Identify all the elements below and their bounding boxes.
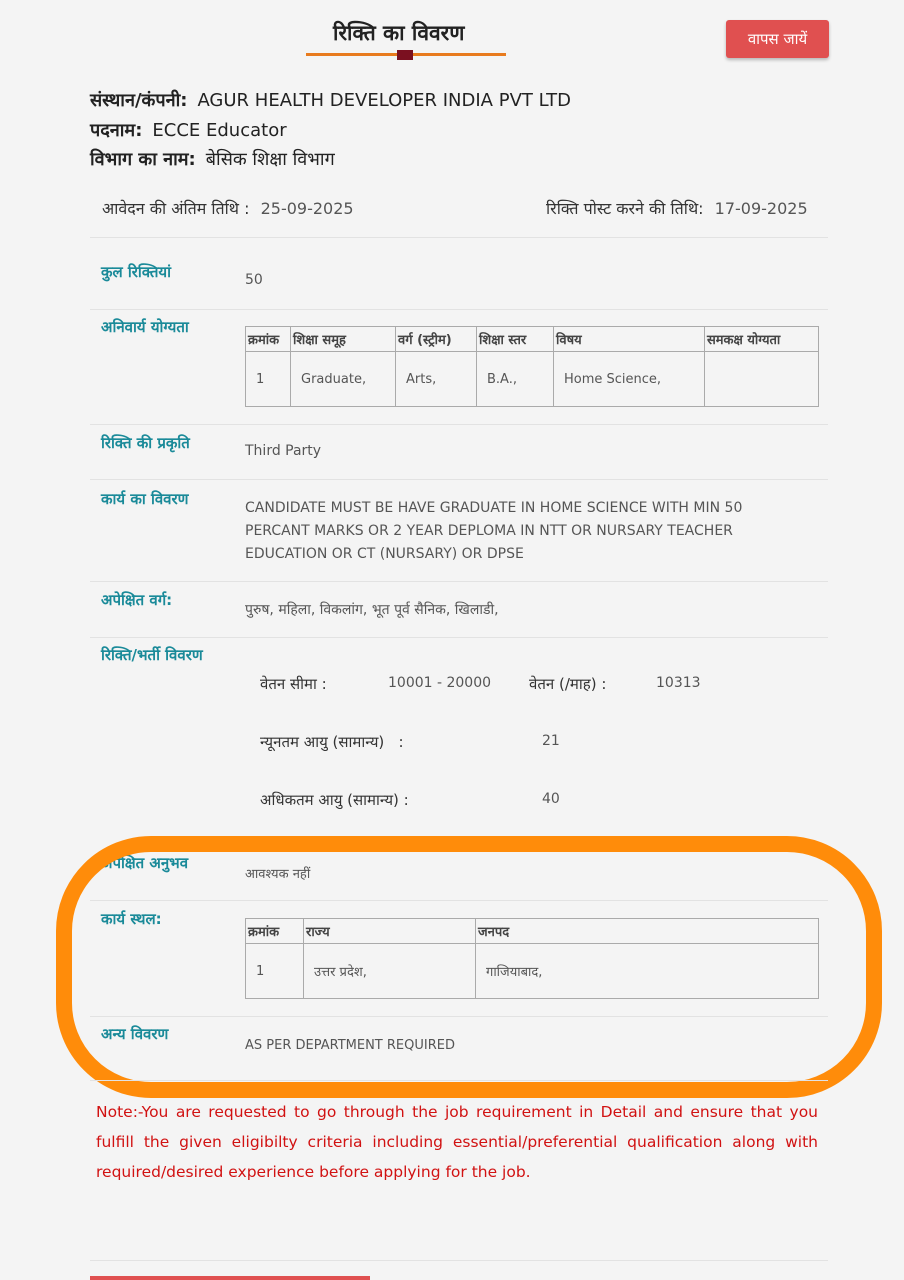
table-cell: गाजियाबाद, bbox=[476, 944, 819, 999]
work-description-label: कार्य का विवरण bbox=[101, 490, 189, 508]
table-header: क्रमांक bbox=[246, 327, 291, 352]
company-value: AGUR HEALTH DEVELOPER INDIA PVT LTD bbox=[197, 90, 572, 111]
divider bbox=[90, 1016, 828, 1017]
recruitment-label: रिक्ति/भर्ती विवरण bbox=[101, 646, 203, 664]
company-label: संस्थान/कंपनी: bbox=[90, 90, 188, 111]
table-cell: B.A., bbox=[477, 352, 554, 407]
divider bbox=[90, 424, 828, 425]
salary-range-value: 10001 - 20000 bbox=[388, 675, 492, 691]
divider bbox=[90, 1260, 828, 1261]
max-age-value: 40 bbox=[542, 791, 560, 807]
bottom-accent-bar bbox=[90, 1276, 370, 1280]
post-date-row bbox=[546, 197, 808, 219]
table-cell: 1 bbox=[246, 352, 291, 407]
table-header: शिक्षा समूह bbox=[291, 327, 396, 352]
title-ornament bbox=[397, 50, 413, 60]
table-header: क्रमांक bbox=[246, 919, 304, 944]
table-cell: Arts, bbox=[396, 352, 477, 407]
department-label: विभाग का नाम: bbox=[90, 149, 196, 170]
divider bbox=[90, 900, 828, 901]
table-row bbox=[246, 944, 819, 999]
last-date-row bbox=[102, 197, 354, 219]
work-description-value: CANDIDATE MUST BE HAVE GRADUATE IN HOME SCIENCE WITH MIN 50 PERCANT MARKS OR 2 YEAR DEPLOMA IN NTT OR NURSARY TEACHER EDUCATION OR CT (NURSARY) OR DPSE bbox=[245, 500, 743, 562]
min-age-value: 21 bbox=[542, 733, 560, 749]
qualification-table bbox=[245, 326, 819, 407]
company-row bbox=[90, 88, 571, 112]
table-header-row bbox=[246, 919, 819, 944]
table-header: विषय bbox=[554, 327, 705, 352]
back-button[interactable]: वापस जायें bbox=[726, 20, 829, 58]
divider bbox=[90, 309, 828, 310]
designation-row bbox=[90, 118, 287, 142]
designation-label: पदनाम: bbox=[90, 120, 143, 141]
experience-value: आवश्यक नहीं bbox=[245, 867, 311, 882]
other-details-label: अन्य विवरण bbox=[101, 1025, 169, 1043]
table-cell: उत्तर प्रदेश, bbox=[304, 944, 476, 999]
category-label: अपेक्षित वर्ग: bbox=[101, 591, 173, 609]
designation-value: ECCE Educator bbox=[152, 120, 287, 141]
qualification-label: अनिवार्य योग्यता bbox=[101, 318, 189, 336]
min-age-label: न्यूनतम आयु (सामान्य) : bbox=[260, 733, 404, 751]
table-cell: Graduate, bbox=[291, 352, 396, 407]
table-header: शिक्षा स्तर bbox=[477, 327, 554, 352]
total-vacancy-label: कुल रिक्तियां bbox=[101, 263, 171, 281]
table-cell bbox=[705, 352, 819, 407]
table-header: राज्य bbox=[304, 919, 476, 944]
divider bbox=[90, 237, 828, 238]
table-header: वर्ग (स्ट्रीम) bbox=[396, 327, 477, 352]
salary-range-label: वेतन सीमा : bbox=[260, 675, 327, 693]
post-date-value: 17-09-2025 bbox=[714, 199, 808, 218]
last-date-label: आवेदन की अंतिम तिथि : bbox=[102, 199, 250, 218]
location-table bbox=[245, 918, 819, 999]
max-age-label: अधिकतम आयु (सामान्य) : bbox=[260, 791, 409, 809]
salary-value: 10313 bbox=[656, 675, 701, 691]
other-details-value: AS PER DEPARTMENT REQUIRED bbox=[245, 1038, 455, 1053]
total-vacancy-value: 50 bbox=[245, 272, 263, 288]
post-date-label: रिक्ति पोस्ट करने की तिथि: bbox=[546, 199, 704, 218]
nature-label: रिक्ति की प्रकृति bbox=[101, 434, 190, 452]
nature-value: Third Party bbox=[245, 443, 322, 459]
table-cell: 1 bbox=[246, 944, 304, 999]
experience-label: अपेक्षित अनुभव bbox=[101, 854, 189, 872]
table-header-row bbox=[246, 327, 819, 352]
divider bbox=[90, 637, 828, 638]
divider bbox=[90, 479, 828, 480]
divider bbox=[90, 1080, 828, 1081]
department-row bbox=[90, 147, 335, 171]
category-value: पुरुष, महिला, विकलांग, भूत पूर्व सैनिक, खिलाडी, bbox=[245, 602, 499, 618]
eligibility-note: Note:-You are requested to go through the job requirement in Detail and ensure that you fulfill the given eligibilty criteria including essential/preferential qualification along with required/desired experience before applying for the job. bbox=[96, 1103, 818, 1181]
divider bbox=[90, 581, 828, 582]
table-cell: Home Science, bbox=[554, 352, 705, 407]
table-header: समकक्ष योग्यता bbox=[705, 327, 819, 352]
table-header: जनपद bbox=[476, 919, 819, 944]
work-location-label: कार्य स्थल: bbox=[101, 910, 162, 928]
last-date-value: 25-09-2025 bbox=[260, 199, 354, 218]
salary-label: वेतन (/माह) : bbox=[529, 675, 607, 693]
page-title: रिक्ति का विवरण bbox=[333, 21, 465, 45]
table-row bbox=[246, 352, 819, 407]
department-value: बेसिक शिक्षा विभाग bbox=[205, 149, 335, 170]
